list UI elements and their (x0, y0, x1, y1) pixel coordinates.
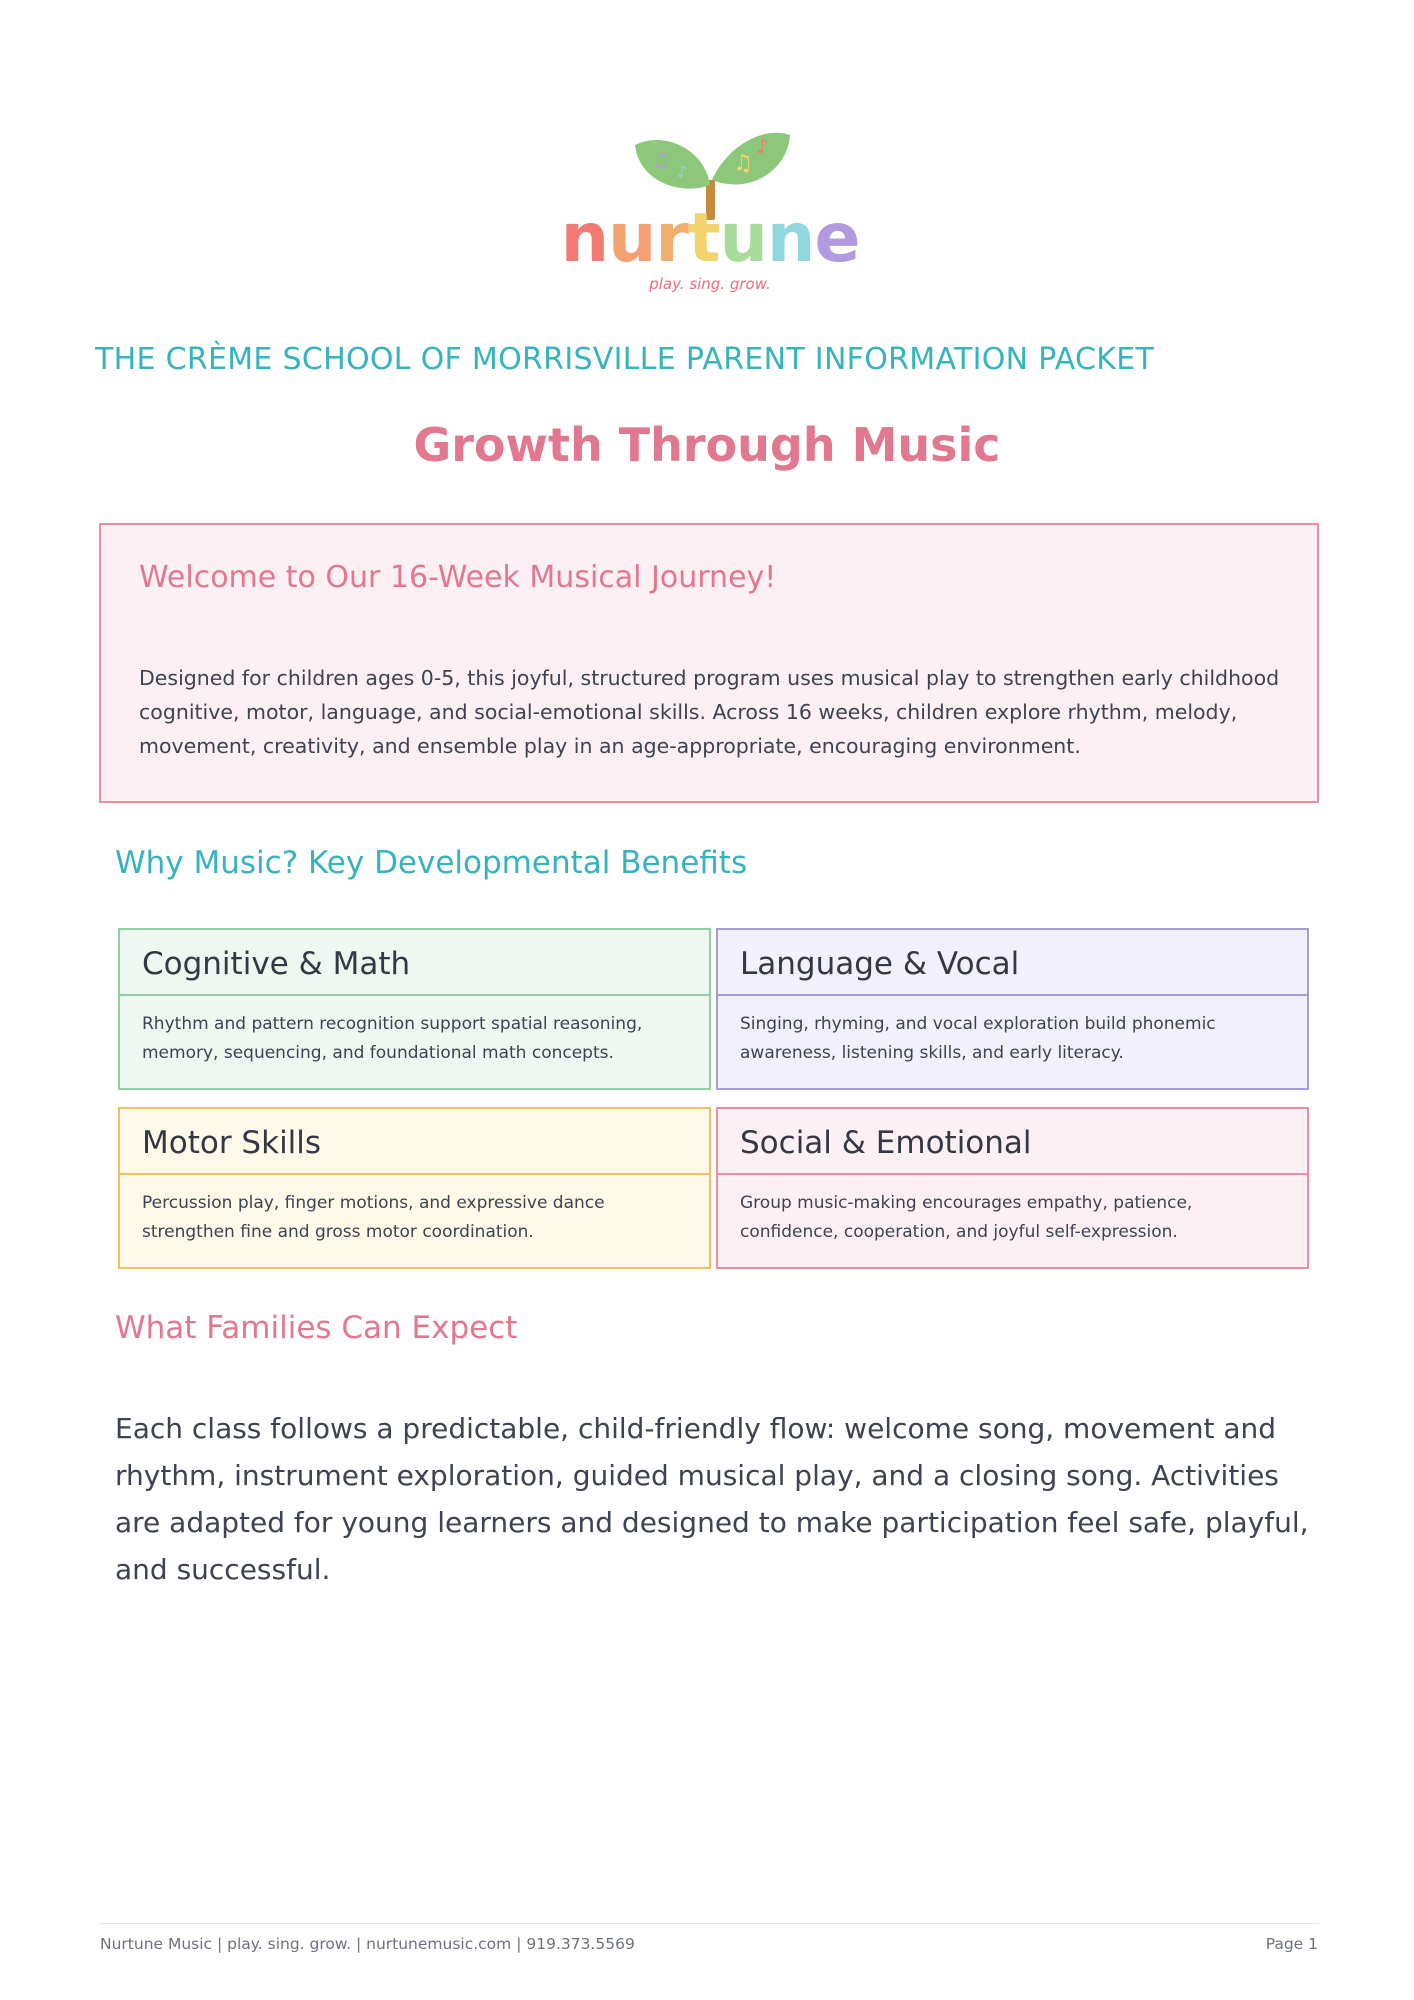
page-number: Page 1 (1265, 1935, 1318, 1953)
welcome-title: Welcome to Our 16-Week Musical Journey! (139, 560, 777, 595)
expect-body: Each class follows a predictable, child-friendly flow: welcome song, movement and rhythm, instrument exploration, guided musical play, and a closing song. Activities are adapted for young learners and designed to make participation feel safe, playful, and successful. (115, 1412, 1309, 1586)
svg-text:♪: ♪ (677, 162, 688, 181)
footer-divider (99, 1923, 1319, 1924)
logo-letter: r (655, 199, 688, 278)
card-text: Percussion play, finger motions, and expressive dance strengthen fine and gross motor coordination. (142, 1193, 605, 1242)
card-title: Motor Skills (142, 1125, 322, 1161)
nurtune-logo (540, 125, 880, 305)
svg-text:♫: ♫ (652, 148, 670, 172)
card-header (718, 930, 1307, 996)
logo-letter: u (719, 199, 767, 278)
svg-text:♫: ♫ (733, 151, 753, 176)
logo-letter: n (766, 199, 815, 278)
logo-letter: n (560, 199, 608, 278)
benefits-heading: Why Music? Key Developmental Benefits (115, 845, 748, 881)
logo-wordmark (540, 199, 880, 278)
benefit-card-cognitive (118, 928, 711, 1090)
card-text: Group music-making encourages empathy, patience, confidence, cooperation, and joyful self-expression. (740, 1193, 1193, 1242)
benefit-card-social (716, 1107, 1309, 1269)
card-header (120, 930, 709, 996)
packet-title: THE CRÈME SCHOOL OF MORRISVILLE PARENT INFORMATION PACKET (95, 342, 1155, 377)
card-title: Language & Vocal (740, 946, 1020, 982)
logo-letter: t (687, 199, 720, 278)
welcome-box (99, 523, 1319, 803)
welcome-body: Designed for children ages 0-5, this joyful, structured program uses musical play to strengthen early childhood cognitive, motor, language, and social-emotional skills. Across 16 weeks, children explore rhythm, melody, movement, creativity, and ensemble play in an age-appropriate, encouraging environment. (139, 666, 1280, 758)
card-header (718, 1109, 1307, 1175)
expect-heading: What Families Can Expect (115, 1310, 518, 1346)
card-title: Social & Emotional (740, 1125, 1032, 1161)
card-title: Cognitive & Math (142, 946, 411, 982)
logo-letter: u (607, 199, 656, 278)
benefit-card-motor (118, 1107, 711, 1269)
logo-tagline: play. sing. grow. (649, 275, 771, 293)
page-title: Growth Through Music (413, 418, 1001, 472)
footer-contact: Nurtune Music | play. sing. grow. | nurtunemusic.com | 919.373.5569 (100, 1935, 635, 1953)
logo-letter: e (814, 199, 860, 278)
svg-text:♪: ♪ (756, 134, 769, 158)
card-text: Singing, rhyming, and vocal exploration build phonemic awareness, listening skills, and early literacy. (740, 1014, 1216, 1063)
benefit-card-language (716, 928, 1309, 1090)
card-header (120, 1109, 709, 1175)
card-text: Rhythm and pattern recognition support spatial reasoning, memory, sequencing, and foundational math concepts. (142, 1014, 643, 1063)
